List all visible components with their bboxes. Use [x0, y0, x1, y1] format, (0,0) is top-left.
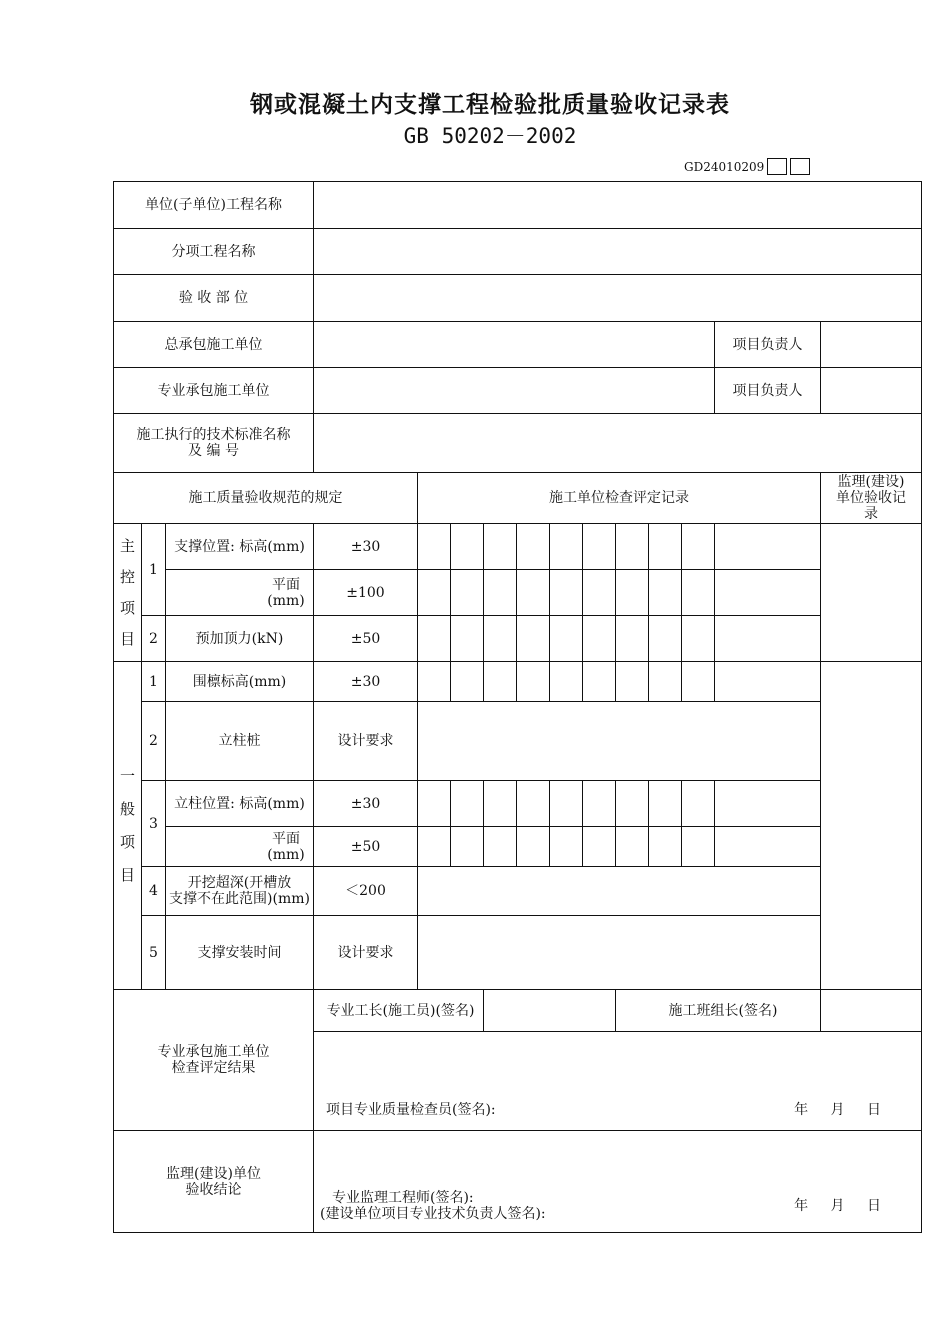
record-cell[interactable] [550, 524, 583, 570]
record-cell[interactable] [418, 616, 451, 662]
sub-project-name-field[interactable] [314, 229, 922, 275]
record-cell[interactable] [484, 662, 517, 702]
general-item-5-record[interactable] [418, 916, 821, 990]
main-supervision-field[interactable] [821, 524, 922, 662]
supervision-conclusion-line1: 监理(建设)单位 [166, 1165, 261, 1182]
main-item-1-no: 1 [142, 524, 166, 616]
record-cell[interactable] [682, 616, 715, 662]
project-manager-field-1[interactable] [821, 322, 922, 368]
general-item-5-no: 5 [142, 916, 166, 990]
acceptance-part-field[interactable] [314, 275, 922, 322]
record-cell[interactable] [517, 570, 550, 616]
sub-project-name-label: 分项工程名称 [114, 229, 314, 275]
record-cell[interactable] [715, 662, 821, 702]
main-label-char-3: 项 [119, 598, 135, 617]
standard-name-label [114, 414, 314, 473]
record-cell[interactable] [682, 827, 715, 867]
general-item-3b-value: ±50 [314, 827, 418, 867]
contractor-date [776, 1102, 881, 1118]
record-cell[interactable] [418, 662, 451, 702]
standard-name-field[interactable] [314, 414, 922, 473]
record-cell[interactable] [451, 524, 484, 570]
team-leader-signature-field[interactable] [821, 990, 922, 1032]
record-cell[interactable] [484, 570, 517, 616]
code-box-2[interactable] [790, 158, 810, 175]
record-cell[interactable] [583, 570, 616, 616]
general-item-2-record[interactable] [418, 702, 821, 781]
record-cell[interactable] [583, 827, 616, 867]
record-cell[interactable] [616, 616, 649, 662]
record-cell[interactable] [550, 827, 583, 867]
record-cell[interactable] [484, 524, 517, 570]
standard-name-line2: 及 编 号 [188, 443, 239, 459]
record-header: 施工单位检查评定记录 [418, 473, 821, 524]
general-label-char-1: 一 [119, 766, 135, 785]
general-supervision-field[interactable] [821, 662, 922, 990]
general-item-2-name: 立柱桩 [166, 702, 314, 781]
record-cell[interactable] [484, 827, 517, 867]
record-cell[interactable] [550, 781, 583, 827]
record-cell[interactable] [715, 616, 821, 662]
general-label-char-3: 项 [119, 832, 135, 851]
record-cell[interactable] [715, 570, 821, 616]
standard-number: GB 50202－2002 [403, 124, 577, 148]
supervision-header [821, 473, 922, 524]
main-item-1-value: ±30 [314, 524, 418, 570]
unit-project-name-label: 单位(子单位)工程名称 [114, 182, 314, 229]
record-cell[interactable] [583, 616, 616, 662]
general-contractor-label: 总承包施工单位 [114, 322, 314, 368]
general-contractor-field[interactable] [314, 322, 715, 368]
contractor-result-field[interactable] [314, 1032, 922, 1131]
main-item-1b-value: ±100 [314, 570, 418, 616]
record-cell[interactable] [451, 616, 484, 662]
general-label-char-2: 般 [119, 799, 135, 818]
record-cell[interactable] [451, 570, 484, 616]
inspection-record-table [113, 181, 922, 1233]
record-cell[interactable] [418, 524, 451, 570]
record-cell[interactable] [715, 781, 821, 827]
general-item-2-no: 2 [142, 702, 166, 781]
form-title: 钢或混凝土内支撑工程检验批质量验收记录表 [250, 92, 730, 118]
general-item-4-name-line2: 支撑不在此范围)(mm) [169, 891, 310, 907]
general-item-5-value: 设计要求 [314, 916, 418, 990]
supervision-conclusion-field[interactable] [314, 1131, 922, 1233]
project-manager-field-2[interactable] [821, 368, 922, 414]
record-cell[interactable] [451, 827, 484, 867]
record-cell[interactable] [418, 570, 451, 616]
main-item-2-name: 预加顶力(kN) [166, 616, 314, 662]
general-item-3-value: ±30 [314, 781, 418, 827]
foreman-label: 专业工长(施工员)(签名) [314, 990, 484, 1032]
record-cell[interactable] [484, 781, 517, 827]
record-cell[interactable] [682, 781, 715, 827]
record-cell[interactable] [484, 616, 517, 662]
supervision-header-line3: 录 [864, 506, 878, 522]
engineer-signature-text [320, 1190, 546, 1222]
owner-rep-label: (建设单位项目专业技术负责人签名): [320, 1206, 546, 1222]
record-cell[interactable] [517, 827, 550, 867]
record-cell[interactable] [451, 662, 484, 702]
general-item-4-record[interactable] [418, 867, 821, 916]
record-cell[interactable] [682, 524, 715, 570]
supervision-header-line1: 监理(建设) [837, 474, 905, 490]
general-label-char-4: 目 [119, 865, 135, 884]
main-label-char-2: 控 [119, 567, 135, 586]
year-label: 年 [794, 1198, 809, 1214]
record-cell[interactable] [616, 662, 649, 702]
record-cell[interactable] [550, 662, 583, 702]
general-item-4-no: 4 [142, 867, 166, 916]
general-item-1-name: 围檩标高(mm) [166, 662, 314, 702]
general-item-3-name: 立柱位置: 标高(mm) [166, 781, 314, 827]
record-cell[interactable] [517, 662, 550, 702]
main-item-2-value: ±50 [314, 616, 418, 662]
record-cell[interactable] [550, 616, 583, 662]
record-cell[interactable] [616, 781, 649, 827]
supervision-date [776, 1198, 881, 1222]
record-cell[interactable] [649, 616, 682, 662]
general-item-4-name [166, 867, 314, 916]
record-cell[interactable] [517, 616, 550, 662]
record-cell[interactable] [583, 662, 616, 702]
spec-header: 施工质量验收规范的规定 [114, 473, 418, 524]
main-item-1-name: 支撑位置: 标高(mm) [166, 524, 314, 570]
record-cell[interactable] [583, 524, 616, 570]
contractor-result-line1: 专业承包施工单位 [157, 1044, 270, 1060]
project-manager-label-1: 项目负责人 [715, 322, 821, 368]
year-label: 年 [794, 1102, 809, 1118]
general-item-4-name-line1: 开挖超深(开槽放 [187, 875, 292, 891]
month-label: 月 [830, 1198, 845, 1214]
supervision-conclusion-line2: 验收结论 [185, 1181, 242, 1198]
form-code [684, 158, 810, 176]
record-cell[interactable] [682, 570, 715, 616]
general-item-4-value: ＜200 [314, 867, 418, 916]
contractor-result-label [114, 990, 314, 1131]
record-cell[interactable] [451, 781, 484, 827]
record-cell[interactable] [649, 524, 682, 570]
record-cell[interactable] [583, 781, 616, 827]
day-label: 日 [867, 1198, 881, 1214]
form-code-text: GD24010209 [684, 160, 765, 174]
general-items-label [114, 662, 142, 990]
general-item-3-no: 3 [142, 781, 166, 867]
engineer-label: 专业监理工程师(签名): [332, 1190, 474, 1206]
record-cell[interactable] [715, 827, 821, 867]
record-cell[interactable] [616, 570, 649, 616]
foreman-signature-field[interactable] [484, 990, 616, 1032]
record-cell[interactable] [649, 781, 682, 827]
record-cell[interactable] [649, 570, 682, 616]
inspector-label: 项目专业质量检查员(签名): [326, 1102, 496, 1118]
main-label-char-4: 目 [119, 629, 135, 648]
main-items-label [114, 524, 142, 662]
record-cell[interactable] [418, 827, 451, 867]
standard-name-line1: 施工执行的技术标准名称 [136, 427, 291, 443]
specialty-contractor-label: 专业承包施工单位 [114, 368, 314, 414]
project-manager-label-2: 项目负责人 [715, 368, 821, 414]
supervision-header-line2: 单位验收记 [836, 490, 906, 506]
main-label-char-1: 主 [119, 536, 135, 555]
contractor-result-line2: 检查评定结果 [171, 1060, 256, 1076]
general-item-1-value: ±30 [314, 662, 418, 702]
record-cell[interactable] [550, 570, 583, 616]
supervision-conclusion-label [114, 1131, 314, 1233]
specialty-contractor-field[interactable] [314, 368, 715, 414]
general-item-1-no: 1 [142, 662, 166, 702]
unit-project-name-field[interactable] [314, 182, 922, 229]
month-label: 月 [830, 1102, 845, 1118]
day-label: 日 [867, 1102, 881, 1118]
general-item-2-value: 设计要求 [314, 702, 418, 781]
record-cell[interactable] [517, 781, 550, 827]
record-cell[interactable] [682, 662, 715, 702]
record-cell[interactable] [418, 781, 451, 827]
main-item-2-no: 2 [142, 616, 166, 662]
code-box-1[interactable] [767, 158, 787, 175]
record-cell[interactable] [649, 827, 682, 867]
team-leader-label: 施工班组长(签名) [616, 990, 821, 1032]
record-cell[interactable] [616, 524, 649, 570]
record-cell[interactable] [649, 662, 682, 702]
acceptance-part-label: 验 收 部 位 [114, 275, 314, 322]
record-cell[interactable] [616, 827, 649, 867]
general-item-3b-name: 平面(mm) [166, 827, 314, 867]
main-item-1b-name: 平面(mm) [166, 570, 314, 616]
general-item-5-name: 支撑安装时间 [166, 916, 314, 990]
record-cell[interactable] [715, 524, 821, 570]
record-cell[interactable] [517, 524, 550, 570]
